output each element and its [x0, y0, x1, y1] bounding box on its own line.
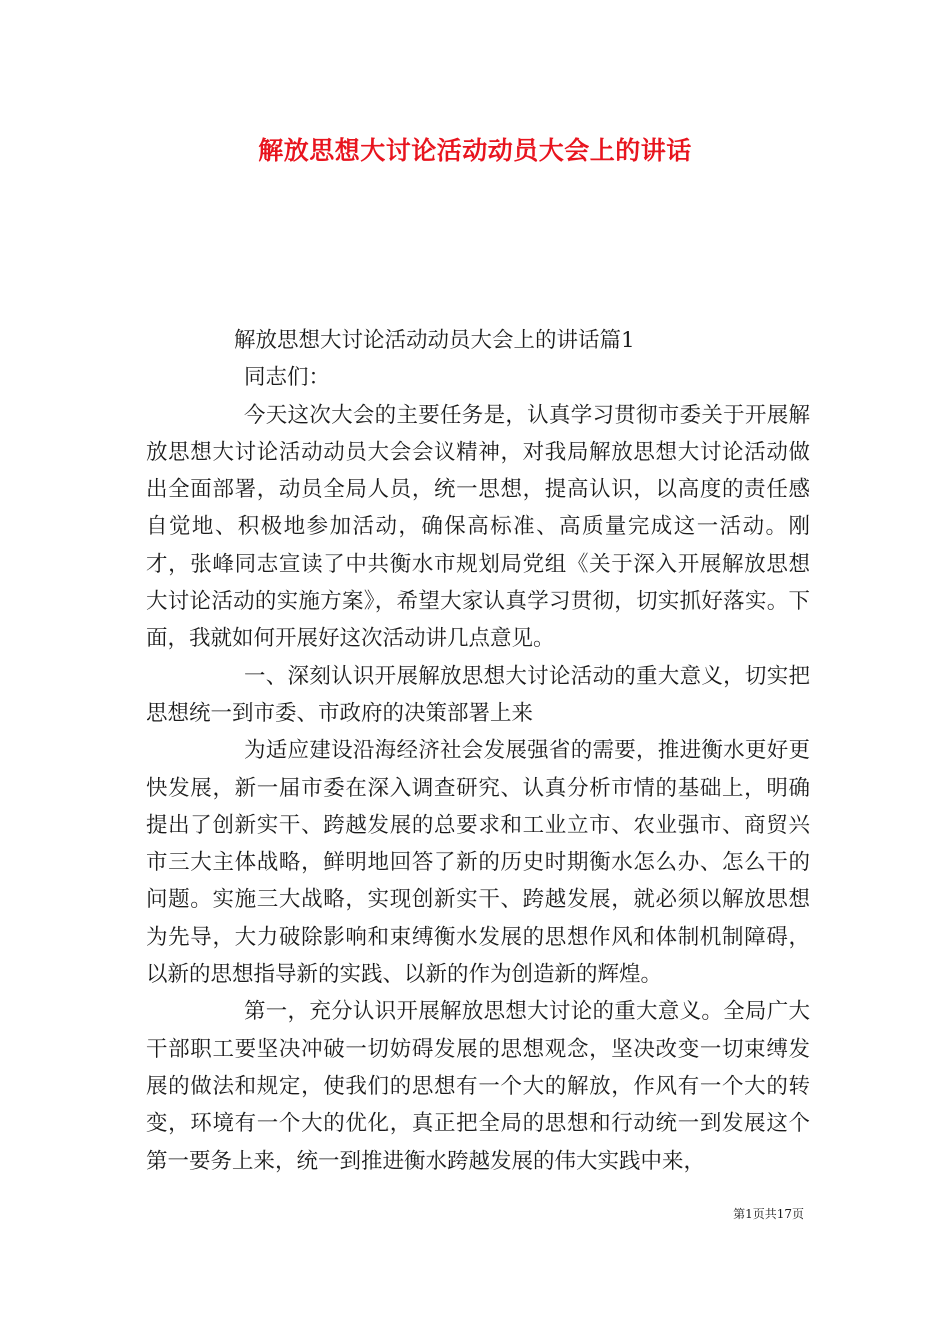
- document-body: [146, 322, 810, 1180]
- section-subtitle: 解放思想大讨论活动动员大会上的讲话篇1: [234, 328, 635, 353]
- paragraph-heading-1: 一、深刻认识开展解放思想大讨论活动的重大意义，切实把思想统一到市委、市政府的决策部署上来: [146, 663, 810, 726]
- paragraph-background: 为适应建设沿海经济社会发展强省的需要，推进衡水更好更快发展，新一届市委在深入调查研究、认真分析市情的基础上，明确提出了创新实干、跨越发展的总要求和工业立市、农业强市、商贸兴市三大主体战略，鲜明地回答了新的历史时期衡水怎么办、怎么干的问题。实施三大战略，实现创新实干、跨越发展，就必须以解放思想为先导，大力破除影响和束缚衡水发展的思想作风和体制机制障碍，以新的思想指导新的实践、以新的作为创造新的辉煌。: [146, 738, 810, 988]
- paragraph-point-1: 第一，充分认识开展解放思想大讨论的重大意义。全局广大干部职工要坚决冲破一切妨碍发展的思想观念，坚决改变一切束缚发展的做法和规定，使我们的思想有一个大的解放，作风有一个大的转变，环境有一个大的优化，真正把全局的思想和行动统一到发展这个第一要务上来，统一到推进衡水跨越发展的伟大实践中来，: [146, 999, 810, 1174]
- salutation: 同志们：: [244, 365, 331, 391]
- paragraph-intro: 今天这次大会的主要任务是，认真学习贯彻市委关于开展解放思想大讨论活动动员大会会议精神，对我局解放思想大讨论活动做出全面部署，动员全局人员，统一思想，提高认识，以高度的责任感自觉地、积极地参加活动，确保高标准、高质量完成这一活动。刚才，张峰同志宣读了中共衡水市规划局党组《关于深入开展解放思想大讨论活动的实施方案》，希望大家认真学习贯彻，切实抓好落实。下面，我就如何开展好这次活动讲几点意见。: [146, 402, 810, 652]
- page-number-footer: 第1页共17页: [733, 1207, 804, 1221]
- document-title: 解放思想大讨论活动动员大会上的讲话: [258, 136, 692, 165]
